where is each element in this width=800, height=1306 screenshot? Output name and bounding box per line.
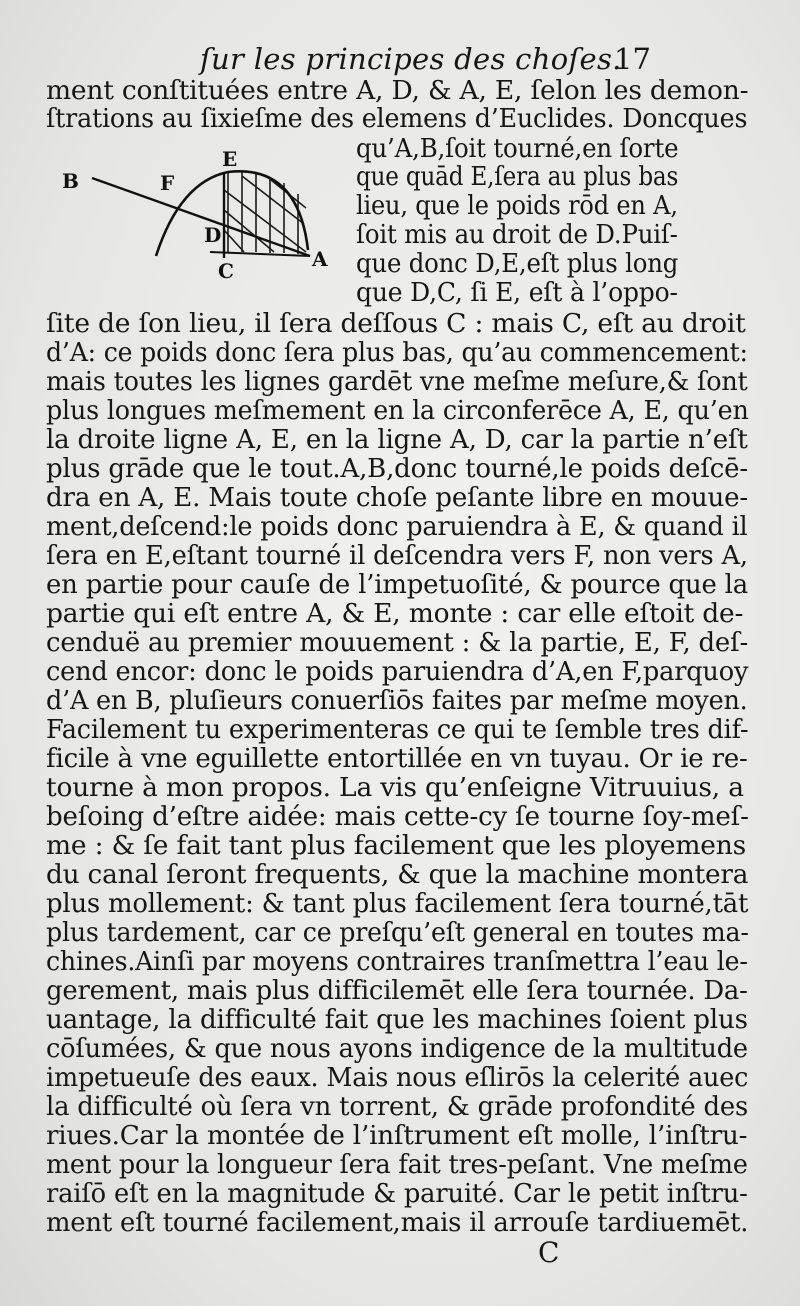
text-line: uantage, la difficulté fait que les machines ſoient plus [46, 1004, 748, 1035]
text-line: d’A en B, pluſieurs conuerſiōs faites par meſme moyen. [46, 685, 748, 716]
text-line: riues.Car la montée de l’inſtrument eſt molle, l’inſtru- [46, 1120, 748, 1151]
label-F: F [160, 171, 175, 195]
text-line: mais toutes les lignes gardēt vne meſme meſure,& ſont [46, 366, 748, 397]
text-line: plus longues meſmement en la circonferēce A, E, qu’en [46, 395, 749, 426]
figure-diagram [60, 146, 350, 282]
text-line: gerement, mais plus difficilemēt elle ſera tournée. Da- [46, 975, 748, 1006]
text-line: dra en A, E. Mais toute choſe peſante libre en mouue- [46, 482, 749, 513]
text-line: plus grāde que le tout.A,B,donc tourné,le poids deſcē- [46, 453, 748, 484]
text-line: impetueuſe des eaux. Mais nous eſlirōs la celerité auec [46, 1062, 749, 1093]
text-line: que quād E,ſera au plus bas [356, 161, 679, 192]
text-line: plus mollement: & tant plus facilement ſera tourné,tāt [46, 888, 749, 919]
text-line: ſera en E,eſtant tourné il deſcendra vers F, non vers A, [46, 540, 748, 571]
geometric-figure [60, 146, 350, 282]
page-number: 17 [614, 42, 651, 76]
label-D: D [204, 223, 222, 247]
text-line: ment eſt tourné facilement,mais il arrouſe tardiuemēt. [46, 1207, 749, 1238]
text-line: en partie pour cauſe de l’impetuoſité, & pource que la [46, 569, 749, 600]
text-line: ment conſtituées entre A, D, & A, E, ſelon les demon- [46, 75, 749, 106]
text-line: Facilement tu experimenteras ce qui te ſemble tres dif- [46, 714, 749, 745]
text-line: que D,C, ſi E, eſt à l’oppo- [356, 277, 678, 308]
text-line: chines.Ainſi par moyens contraires tranſmettra l’eau le- [46, 946, 748, 977]
text-line: que donc D,E,eſt plus long [356, 248, 679, 279]
text-line: raiſō eſt en la magnitude & paruité. Car le petit inſtru- [46, 1178, 748, 1209]
text-line: la droite ligne A, E, en la ligne A, D, car la partie n’eſt [46, 424, 748, 455]
text-line: cend encor: donc le poids paruiendra d’A,en F,parquoy [46, 656, 749, 687]
text-line: ficile à vne eguillette entortillée en vn tuyau. Or ie re- [46, 743, 748, 774]
text-line: partie qui eſt entre A, & E, monte : car elle eſtoit de- [46, 598, 744, 629]
text-line: d’A: ce poids donc ſera plus bas, qu’au commencement: [46, 337, 748, 368]
text-line: ſoit mis au droit de D.Puiſ- [356, 219, 678, 250]
text-line: ſite de ſon lieu, il ſera deſſous C : mais C, eſt au droit [46, 308, 746, 339]
catchword: C [538, 1236, 560, 1269]
text-line: du canal ſeront frequents, & que la machine montera [46, 859, 749, 890]
text-line: cōſumées, & que nous ayons indigence de la multitude [46, 1033, 748, 1064]
text-line: plus tardement, car ce preſqu’eſt general en toutes ma- [46, 917, 749, 948]
label-A: A [312, 247, 328, 271]
label-E: E [222, 147, 238, 171]
text-line: ſtrations au ſixieſme des elemens d’Euclides. Doncques [46, 103, 748, 134]
text-line: qu’A,B,ſoit tourné,en ſorte [356, 133, 679, 164]
text-line: la difficulté où ſera vn torrent, & grāde profondité des [46, 1091, 749, 1122]
running-title: ſur les principes des choſes. [200, 42, 622, 76]
label-B: B [62, 169, 79, 193]
text-line: tourne à mon propos. La vis qu’enſeigne Vitruuius, a [46, 772, 744, 803]
text-line: ment,deſcend:le poids donc paruiendra à E, & quand il [46, 511, 748, 542]
text-line: cenduë au premier mouuement : & la partie, E, F, deſ- [46, 627, 749, 658]
text-line: ment pour la longueur ſera fait tres-peſant. Vne meſme [46, 1149, 748, 1180]
text-line: me : & ſe fait tant plus facilement que les ployemens [46, 830, 747, 861]
text-line: beſoing d’eſtre aidée: mais cette-cy ſe tourne ſoy-meſ- [46, 801, 749, 832]
text-line: lieu, que le poids rōd en A, [356, 190, 678, 221]
label-C: C [218, 259, 234, 282]
